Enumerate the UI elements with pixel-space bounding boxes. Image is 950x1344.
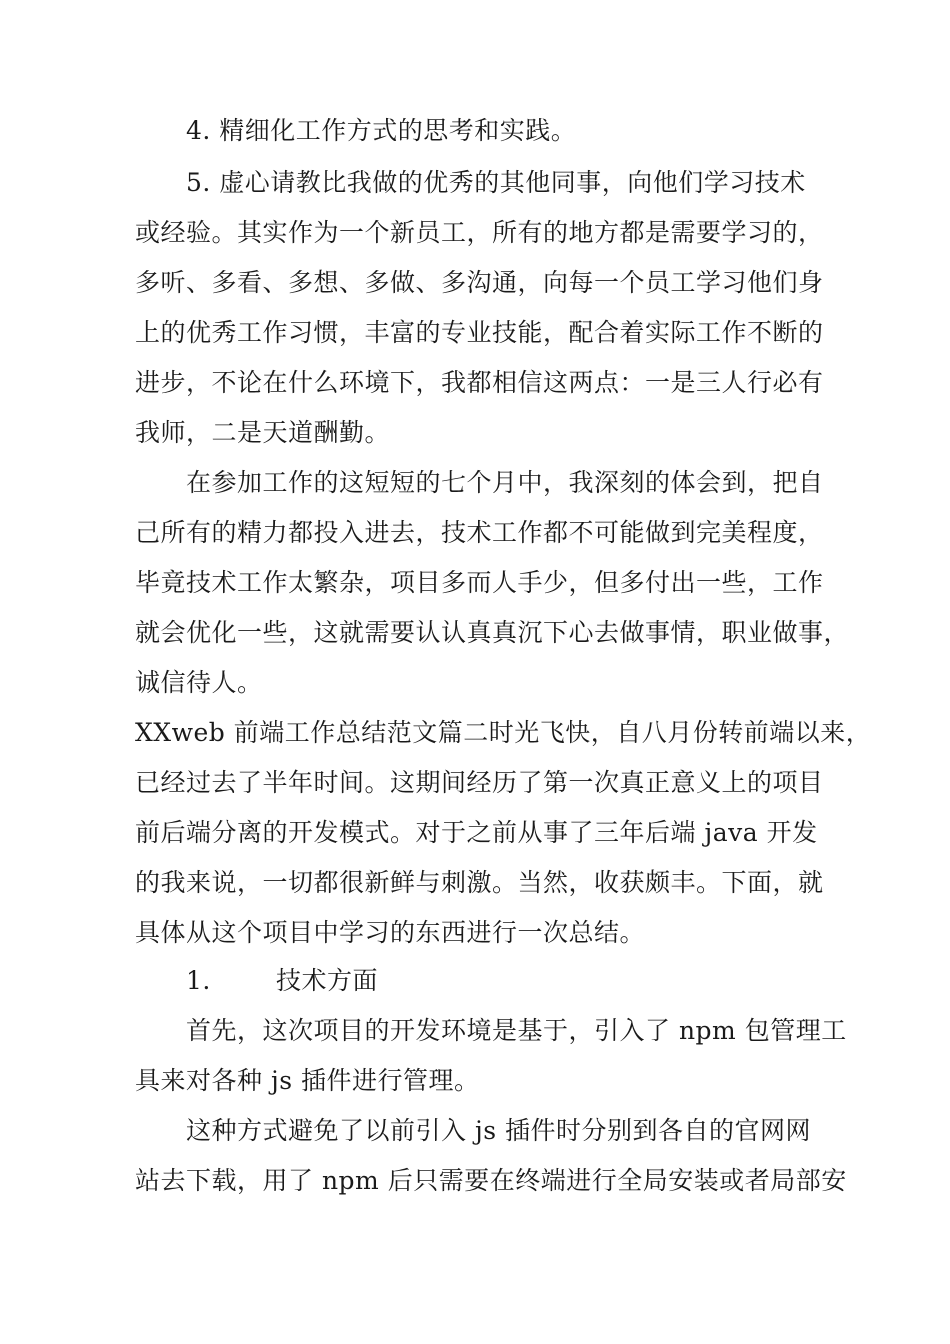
paragraph-line: 已经过去了半年时间。这期间经历了第一次真正意义上的项目	[135, 768, 824, 797]
paragraph-line: 5. 虚心请教比我做的优秀的其他同事，向他们学习技术	[186, 168, 806, 197]
paragraph-line: XXweb 前端工作总结范文篇二时光飞快，自八月份转前端以来，	[135, 718, 872, 747]
paragraph-line: 我师，二是天道酬勤。	[135, 418, 391, 447]
paragraph-line: 4. 精细化工作方式的思考和实践。	[186, 116, 577, 145]
paragraph-line: 的我来说，一切都很新鲜与刺激。当然，收获颇丰。下面，就	[135, 868, 824, 897]
section-heading	[186, 964, 378, 998]
paragraph-line: 上的优秀工作习惯，丰富的专业技能，配合着实际工作不断的	[135, 318, 824, 347]
paragraph-line: 在参加工作的这短短的七个月中，我深刻的体会到，把自	[186, 468, 824, 497]
paragraph-line: 就会优化一些，这就需要认认真真沉下心去做事情，职业做事，	[135, 618, 850, 647]
paragraph-line: 毕竟技术工作太繁杂，项目多而人手少，但多付出一些，工作	[135, 568, 824, 597]
paragraph-line: 进步，不论在什么环境下，我都相信这两点：一是三人行必有	[135, 368, 824, 397]
paragraph-line: 前后端分离的开发模式。对于之前从事了三年后端 java 开发	[135, 818, 818, 847]
paragraph-line: 具体从这个项目中学习的东西进行一次总结。	[135, 918, 646, 947]
paragraph-line: 具来对各种 js 插件进行管理。	[135, 1066, 480, 1095]
paragraph-line: 或经验。其实作为一个新员工，所有的地方都是需要学习的，	[135, 218, 824, 247]
section-title: 技术方面	[276, 966, 379, 995]
paragraph-line: 首先，这次项目的开发环境是基于，引入了 npm 包管理工	[186, 1016, 847, 1045]
paragraph-line: 己所有的精力都投入进去，技术工作都不可能做到完美程度，	[135, 518, 824, 547]
paragraph-line: 诚信待人。	[135, 668, 263, 697]
section-number: 1.	[186, 966, 211, 995]
paragraph-line: 站去下载，用了 npm 后只需要在终端进行全局安装或者局部安	[135, 1166, 847, 1195]
paragraph-line: 多听、多看、多想、多做、多沟通，向每一个员工学习他们身	[135, 268, 824, 297]
paragraph-line: 这种方式避免了以前引入 js 插件时分别到各自的官网网	[186, 1116, 811, 1145]
